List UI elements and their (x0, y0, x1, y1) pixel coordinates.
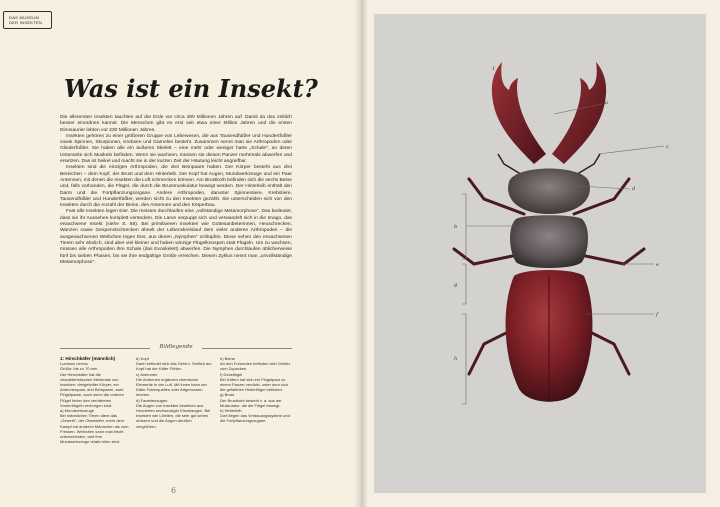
legend-rule-right (202, 348, 292, 349)
label-a: a (605, 100, 608, 106)
label-e: e (656, 262, 659, 268)
legend-column-2 (136, 356, 212, 429)
label-f: f (656, 312, 658, 318)
beetle-thorax (510, 215, 588, 268)
legend-item-e-title: e) Beine (220, 356, 235, 361)
page-number: 6 (171, 486, 177, 495)
legend-item-h-title: h) Hinterleib (220, 408, 242, 414)
legend-rule-left (60, 348, 150, 349)
plate-number: 1 (492, 66, 496, 72)
section-header-tab (3, 11, 52, 29)
legend-species: Lucanus cervus (60, 361, 89, 367)
legend-column-1 (60, 356, 130, 444)
beetle-head (508, 169, 590, 215)
book-gutter (354, 0, 368, 507)
label-h: h (454, 356, 458, 362)
paragraph-1: Die allerersten Insekten tauchten auf der Erde vor circa 480 Millionen Jahren auf. Damit du das zeitlich besser einordnen kannst: Die Menschen gibt es erst seit etwa einer Million Jahren und die ersten Dinosaurier lebten vor 230 Millionen Jahren. (60, 115, 292, 133)
legend-size: Größe: bis zu 70 mm (60, 366, 98, 372)
legend-item-b-text: Darin befindet sich das Gehirn. Seitlich am Kopf hat der Käfer Fühler. (136, 361, 212, 372)
label-d: d (632, 186, 636, 192)
label-b: b (454, 224, 458, 230)
page-title: Was ist ein Insekt? (64, 74, 318, 103)
legend-item-c-text: Die Antennen ergänzen chemische Elemente in der Luft. Mit ihnen kann der Käfer Futterquellen oder Artgenossen riechen. (136, 376, 207, 398)
legend-description: Der Hirschkäfer hat die charakteristischen Merkmale von Insekten: dreigeteilter Körper, ein Antennenpaar, drei Beinpaare, zwei Flügelpaare, auch wenn die unteren Flügel hinter den verhärteten Vorderflügeln verborgen sind. (60, 371, 124, 408)
right-page (360, 0, 720, 507)
legend-item-f-text: Bei Käfern hat sich ein Flügelpaar zu einem Panzer verdickt, unter dem sich die gefalteten Hinterflügel befinden. (220, 376, 289, 393)
label-g: g (454, 282, 458, 288)
label-c: c (666, 144, 669, 150)
stag-beetle-illustration (374, 14, 706, 493)
left-mandible (492, 62, 546, 164)
header-line-1: DAS MUSEUM (9, 15, 40, 20)
header-line-2: DER INSEKTEN (9, 20, 43, 25)
legend-main-entry: 1: Hirschkäfer (männlich) (60, 356, 116, 361)
paragraph-3: Insekten sind die einzigen Arthropoden, die drei Beinpaare haben. Der Körper besteht aus drei Bereichen – dem Kopf, der Brust und dem Hinterleib. Der Kopf hat Augen, Mundwerkzeuge und ein Paar Antennen, mit denen die Insekten die Luft schmecken können. Am Brustkorb befinden sich die sechs Beine und, falls vorhanden, die Flügel, die durch die Brustmuskulatur bewegt werden. Der Hinterleib enthält den Darm und die Fortpflanzungsorgane. Andere Arthropoden, darunter Spinnentiere, Krebstiere, Tausendfüßler und Hundertfüßler, werden nicht zu den Insekten gezählt. Sie unterscheiden sich von den Insekten durch die Anzahl der Beine, den Antennen und den Körperbau. (60, 165, 292, 209)
legend-item-d-text: Die Augen von Insekten bestehen aus Hunderten sechseckiger Einzelaugen. Bei Insekten wie Libellen, die sehr gut sehen müssen und die Augen deutlich vergrößern. (136, 402, 211, 429)
legend-item-b-title: b) Kopf (136, 356, 149, 361)
body-text (60, 115, 292, 266)
legend-item-e-text: An den Fußenden befinden sich Greifer zum Zupacken. (220, 361, 291, 372)
legend-item-d-title: d) Facettenaugen (136, 397, 168, 403)
legend-heading-label: Bildlegende (159, 344, 193, 350)
illustration-plate (374, 14, 706, 493)
legend-heading (60, 344, 292, 353)
legend-column-3 (220, 356, 292, 424)
legend-item-g-title: g) Brust (220, 392, 235, 398)
legend-item-a-title: a) Mundwerkzeuge (60, 408, 95, 414)
paragraph-4: Fast alle Insekten legen Eier. Die meisten durchlaufen eine „vollständige Metamorphose". Das bedeutet, dass sie ihr Aussehen komplett verändern. Die Larve verpuppt sich und verwandelt sich in die Imago, das erwachsene Insekt (siehe S. 68). Bei primitiveren Insekten wie Gottesanbeterinnen, Heuschrecken, Wanzen sowie Gespenstschrecken ähnelt der Lebenskreislauf dem vieler anderen Arthropoden – die ausgewachsenen Weibchen legen Eier, aus denen „Nymphen" schlüpfen. Diese sehen den erwachsenen Tieren sehr ähnlich, sind aber viel kleiner und haben winzige Flügelknospen statt Flügeln. Um zu wachsen, müssen alle Arthropoden ihre Schale (das Exoskelett) abwerfen. Die Nymphen durchlaufen üblicherweise fünf bis sieben Phasen, bis sie ihre endgültige Größe erreichen. Diesen Zyklus nennt man „unvollständige Metamorphose". (60, 209, 292, 265)
legend-item-h-text: Dort liegen das Verdauungssystem und die Fortpflanzungsorgane. (220, 413, 290, 424)
legend-item-c-title: c) Antennen (136, 371, 158, 377)
paragraph-2: Insekten gehören zu einer größeren Gruppe von Lebewesen, die aus Tausendfüßler und Hundertfüßler sowie Spinnen, Skorpionen, Krebsen und Garnelen besteht. Zusammen nennt man sie Arthropoden oder Gliederfüßler. Sie haben alle ein äußeres Skelett – eine mehr oder weniger harte „Schale", an deren Unterseite sich Muskeln befinden. Wenn sie wachsen, müssen sie diesen Panzer mehrmals abwerfen und ersetzen. Das ist heikel und macht sie in der kurzen Zeit der Häutung leicht angreifbar. (60, 133, 292, 165)
legend-item-g-text: Der Brustkorb besteht v. a. aus der Muskulatur, die die Flügel bewegt. (220, 397, 282, 408)
legend-item-a-text: Bei männlichen Tieren dient das „Geweih", der Oberkiefer, mehr dem Kampf mit anderen Männchen als zum Fressen. Weibchen kann man leicht unterscheiden, weil ihre Mundwerkzeuge relativ klein sind. (60, 413, 129, 445)
legend-item-f-title: f) Deckflügel (220, 371, 243, 377)
